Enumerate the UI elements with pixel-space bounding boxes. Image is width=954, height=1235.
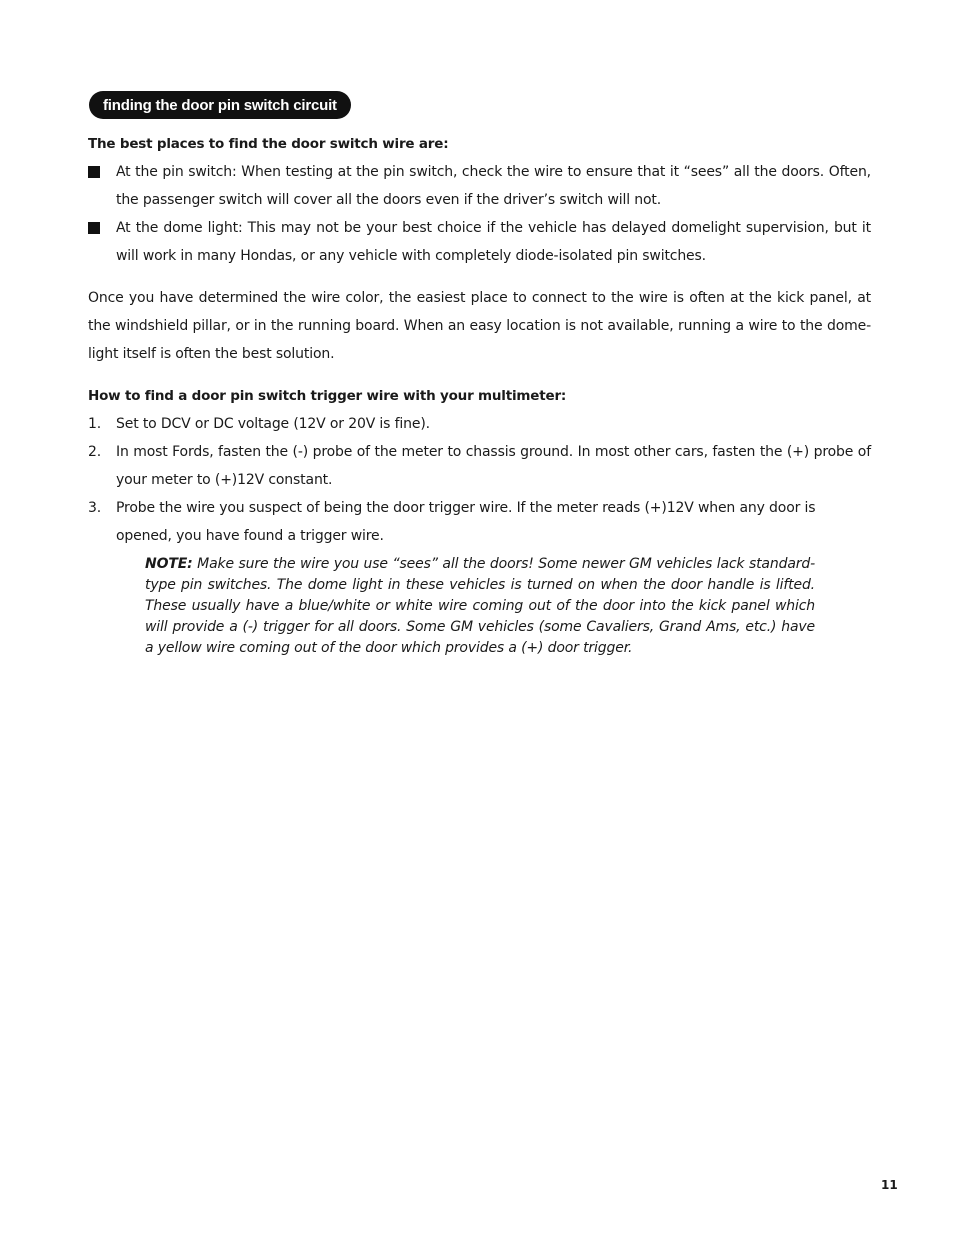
note-text: Make sure the wire you use “sees” all the doors! Some newer GM vehicles lack standard-type pin switches. The dome light in these vehicles is turned on when the door handle is lifted. These usually have a blue/white or white wire coming out of the door into the kick panel which will provide a (-) trigger for all doors. Some GM vehicles (some Cavaliers, Grand Ams, etc.) have a yellow wire coming out of the door which provides a (+) door trigger.	[145, 556, 815, 656]
step-text: Probe the wire you suspect of being the door trigger wire. If the meter reads (+)12V when any door is opened, you have found a trigger wire.	[116, 500, 816, 544]
section-title: finding the door pin switch circuit	[103, 96, 337, 114]
page-content	[88, 130, 871, 659]
list-item	[88, 214, 871, 270]
step-number: 3.	[88, 500, 102, 516]
step-number: 2.	[88, 444, 102, 460]
list-item	[88, 494, 816, 550]
step-text: Set to DCV or DC voltage (12V or 20V is fine).	[116, 416, 430, 432]
list-item	[88, 158, 871, 214]
square-bullet-icon	[88, 222, 100, 234]
section-title-pill	[89, 91, 351, 119]
subhead-best-places: The best places to find the door switch wire are:	[88, 136, 449, 152]
steps-list	[88, 410, 871, 550]
step-number: 1.	[88, 416, 102, 432]
note-label: NOTE:	[145, 556, 193, 572]
list-item	[88, 410, 871, 438]
subhead-multimeter: How to find a door pin switch trigger wire with your multimeter:	[88, 388, 567, 404]
bullet-text: At the dome light: This may not be your best choice if the vehicle has delayed domelight supervision, but it will work in many Hondas, or any vehicle with completely diode-isolated pin switches.	[116, 220, 871, 264]
bullet-list	[88, 158, 871, 270]
list-item	[88, 438, 871, 494]
square-bullet-icon	[88, 166, 100, 178]
note-block	[145, 554, 815, 659]
bullet-text: At the pin switch: When testing at the pin switch, check the wire to ensure that it “sees” all the doors. Often, the passenger switch will cover all the doors even if the driver’s switch will not.	[116, 164, 871, 208]
page-number: 11	[881, 1178, 898, 1192]
paragraph-wire-connection: Once you have determined the wire color, the easiest place to connect to the wire is often at the kick panel, at the windshield pillar, or in the running board. When an easy location is not available, running a wire to the dome-light itself is often the best solution.	[88, 290, 871, 362]
step-text: In most Fords, fasten the (-) probe of the meter to chassis ground. In most other cars, fasten the (+) probe of your meter to (+)12V constant.	[116, 444, 871, 488]
